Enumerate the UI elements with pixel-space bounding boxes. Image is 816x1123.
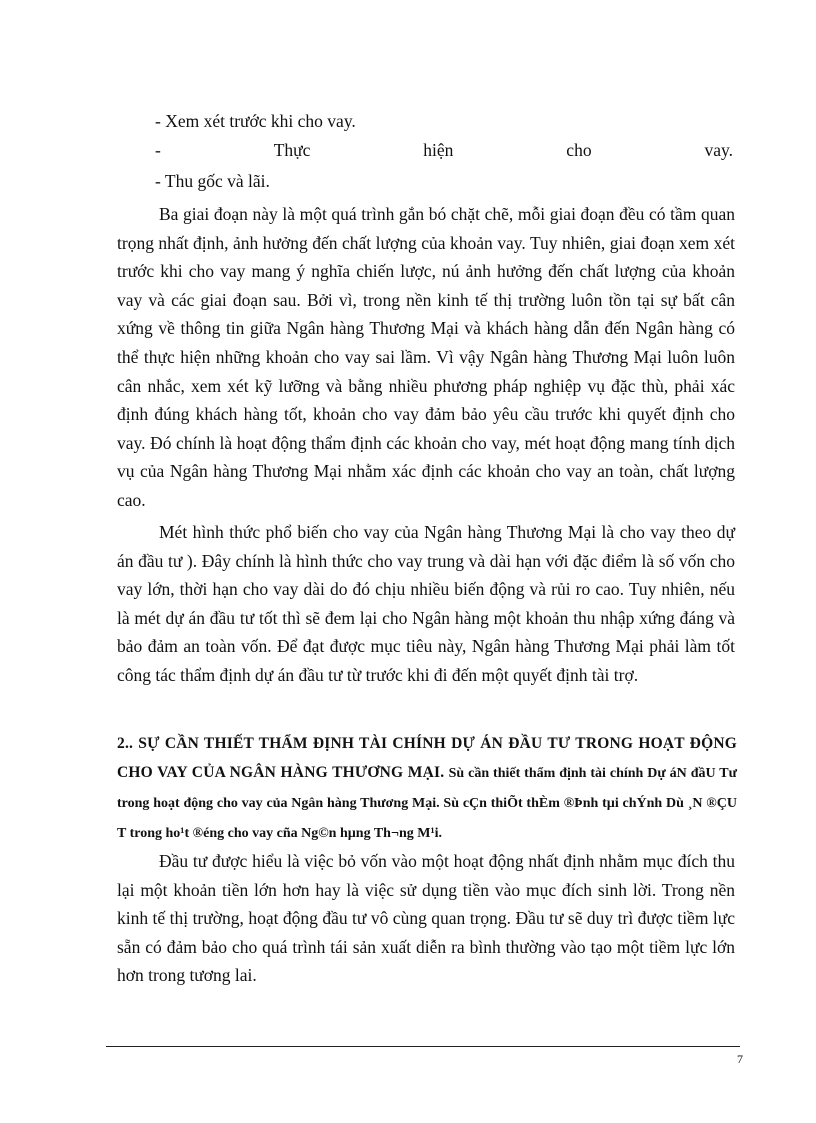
section-heading-title: 2.. SỰ CẦN THIẾT THẨM ĐỊNH TÀI CHÍNH DỰ ÁN ĐẦU TƯ TRONG HOẠT ĐỘNG CHO VAY CỦA NGÂN HÀNG THƯƠNG MẠI. — [117, 735, 737, 781]
bullet-collect-principal-interest: - Thu gốc và lãi. — [155, 171, 270, 191]
bullet-implement-lending — [155, 140, 733, 160]
paragraph-project-lending: Mét hình thức phổ biến cho vay của Ngân hàng Thương Mại là cho vay theo dự án đầu tư ). Đây chính là hình thức cho vay trung và dài hạn với đặc điểm là số vốn cho vay lớn, thời hạn cho vay dài do đó chịu nhiều biến động và rủi ro cao. Tuy nhiên, nếu là mét dự án đầu tư tốt thì sẽ đem lại cho Ngân hàng một khoản thu nhập xứng đáng và bảo đảm an toàn vốn. Để đạt được mục tiêu này, Ngân hàng Thương Mại phải làm tốt công tác thẩm định dự án đầu tư từ trước khi đi đến một quyết định tài trợ. — [117, 522, 735, 685]
spread-word: hiện — [423, 140, 454, 160]
paragraph-investment-definition: Đầu tư được hiểu là việc bỏ vốn vào một hoạt động nhất định nhằm mục đích thu lại một khoản tiền lớn hơn hay là việc sử dụng tiền vào mục đích sinh lời. Trong nền kinh tế thị trường, hoạt động đầu tư vô cùng quan trọng. Đầu tư sẽ duy trì được tiềm lực sẵn có đảm bảo cho quá trình tái sản xuất diễn ra bình thường vào tạo một tiềm lực lớn hơn trong tương lai. — [117, 851, 735, 986]
spread-word: cho — [566, 140, 592, 160]
page-number: 7 — [737, 1052, 743, 1066]
section-heading-garbled-text: Sù cần thiết thẩm định tài chính Dự áN đầU Tư trong hoạt động cho vay của Ngân hàng Thương Mại. Sù cÇn thiÕt thÈm ®Þnh tµi chÝnh Dù ¸N ®ÇU T trong ho¹t ®éng cho vay cña Ng©n hµng Th¬ng M¹i. — [117, 766, 738, 841]
spread-word: - — [155, 140, 161, 160]
section-heading — [117, 729, 737, 848]
footer-divider — [106, 1046, 740, 1047]
spread-word: Thực — [273, 140, 311, 160]
paragraph-lending-stages: Ba giai đoạn này là một quá trình gắn bó chặt chẽ, mỗi giai đoạn đều có tầm quan trọng nhất định, ảnh hưởng đến chất lượng của khoản vay. Tuy nhiên, giai đoạn xem xét trước khi cho vay mang ý nghĩa chiến lược, nú ảnh hưởng đến chất lượng của khoản vay và các giai đoạn sau. Bởi vì, trong nền kinh tế thị trường luôn tồn tại sự bất cân xứng về thông tin giữa Ngân hàng Thương Mại và khách hàng dẫn đến Ngân hàng có thể thực hiện những khoản cho vay sai lầm. Vì vậy Ngân hàng Thương Mại luôn luôn cân nhắc, xem xét kỹ lưỡng và bằng nhiều phương pháp nghiệp vụ đặc thù, phải xác định đúng khách hàng tốt, khoản cho vay đảm bảo yêu cầu trước khi quyết định cho vay. Đó chính là hoạt động thẩm định các khoản cho vay, mét hoạt động mang tính dịch vụ của Ngân hàng Thương Mại nhằm xác định các khoản cho vay an toàn, chất lượng cao. — [117, 204, 735, 510]
bullet-review-before-lending: - Xem xét trước khi cho vay. — [155, 111, 356, 131]
spread-word: vay. — [704, 140, 733, 160]
